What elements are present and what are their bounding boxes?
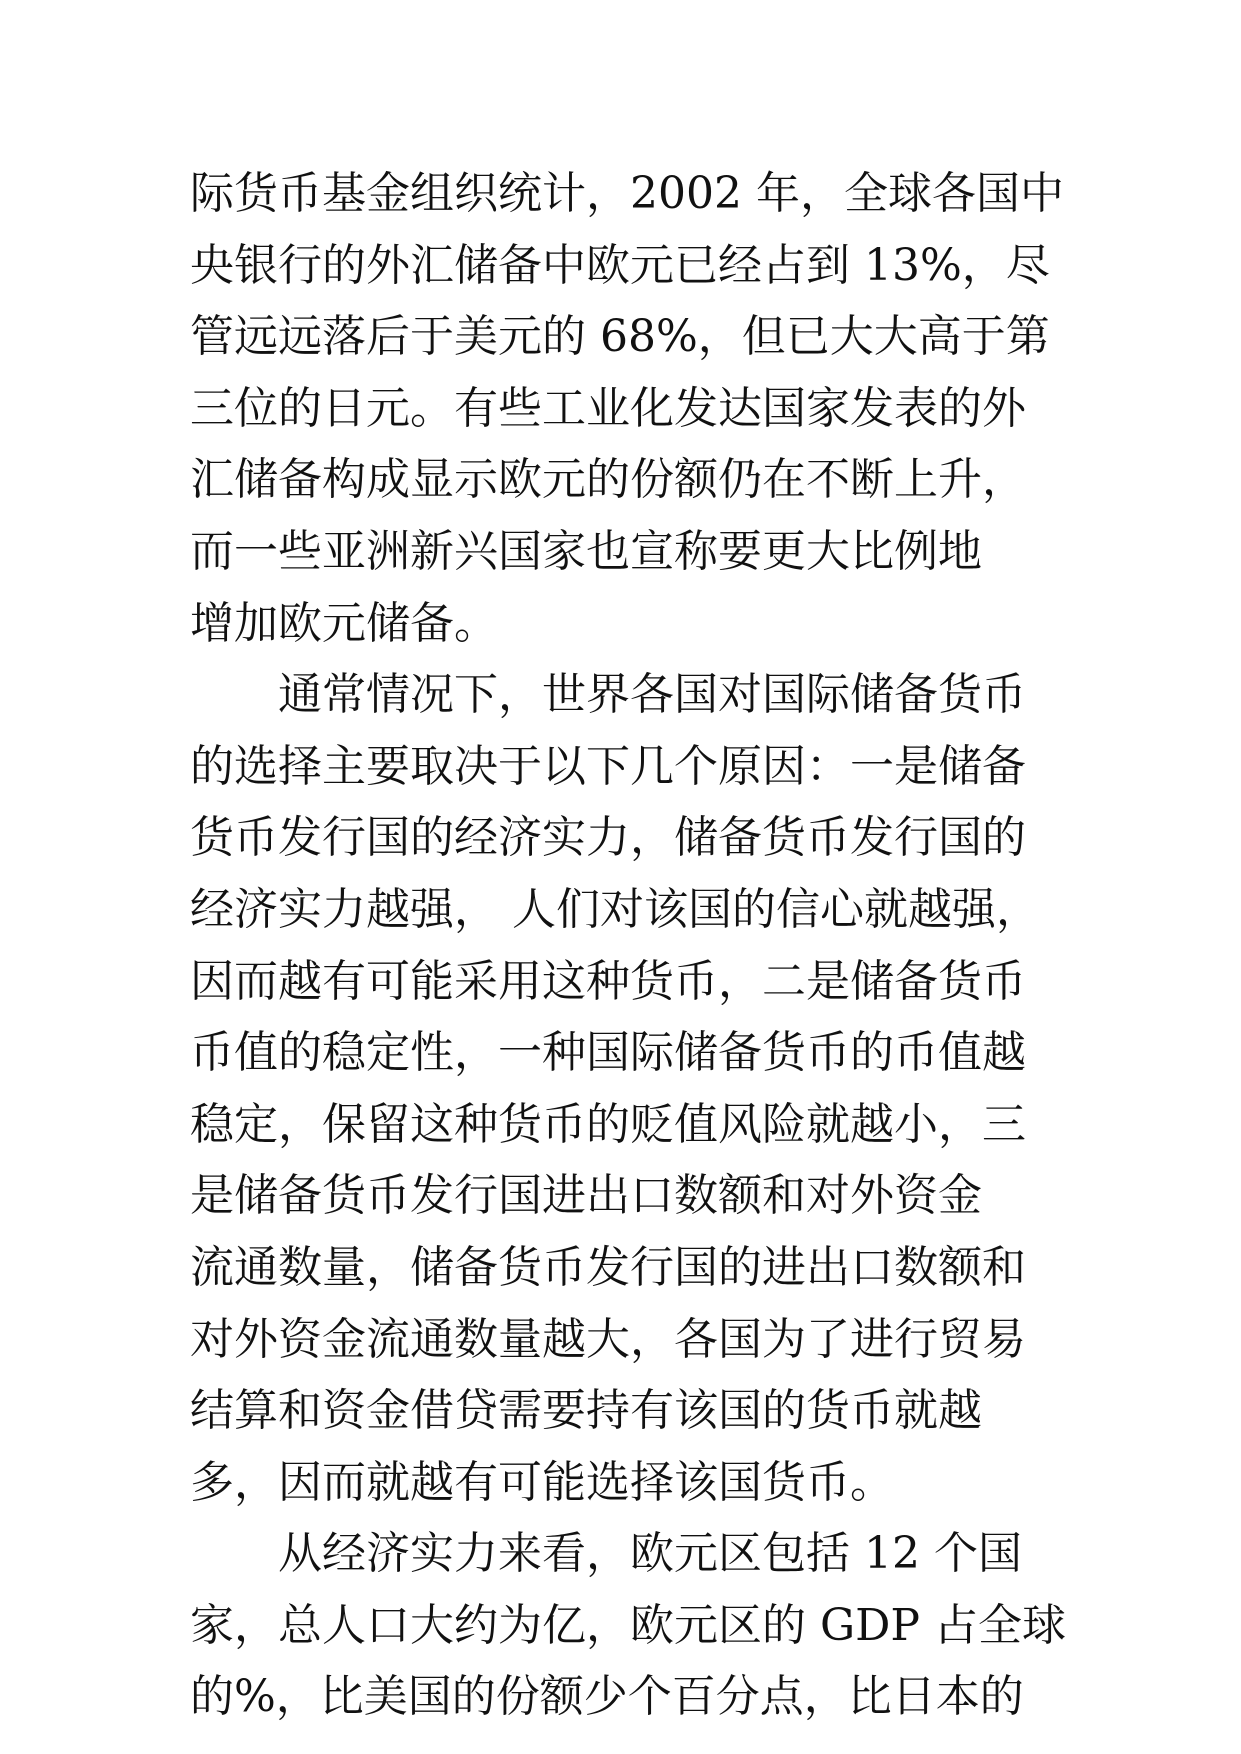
text-line: 三位的日元。有些工业化发达国家发表的外: [190, 382, 1026, 434]
text-line: 的%，比美国的份额少个百分点，比日本的: [190, 1671, 1024, 1723]
text-line: 是储备货币发行国进出口数额和对外资金: [190, 1170, 982, 1222]
text-line: 因而越有可能采用这种货币，二是储备货币: [190, 955, 1026, 1007]
text-line: 家，总人口大约为亿，欧元区的 GDP 占全球: [190, 1599, 1067, 1651]
text-line: 结算和资金借贷需要持有该国的货币就越: [190, 1385, 982, 1437]
text-line: 对外资金流通数量越大，各国为了进行贸易: [190, 1313, 1026, 1365]
text-line: 央银行的外汇储备中欧元已经占到 13%，尽: [190, 239, 1050, 291]
text-line: 的选择主要取决于以下几个原因：一是储备: [190, 740, 1026, 792]
text-line: 货币发行国的经济实力，储备货币发行国的: [190, 812, 1026, 864]
text-line: 汇储备构成显示欧元的份额仍在不断上升，: [190, 454, 1026, 506]
text-line: 经济实力越强， 人们对该国的信心就越强，: [190, 883, 1040, 935]
text-line: 而一些亚洲新兴国家也宣称要更大比例地: [190, 525, 982, 577]
text-line: 币值的稳定性，一种国际储备货币的币值越: [190, 1027, 1026, 1079]
body-text: [190, 158, 1070, 1733]
paragraph-start-line: 从经济实力来看，欧元区包括 12 个国: [278, 1528, 1022, 1580]
text-line: 管远远落后于美元的 68%，但已大大高于第: [190, 311, 1050, 363]
text-line: 际货币基金组织统计，2002 年，全球各国中: [190, 168, 1064, 219]
text-line: 增加欧元储备。: [190, 597, 498, 649]
text-line: 流通数量，储备货币发行国的进出口数额和: [190, 1241, 1026, 1293]
text-line: 多，因而就越有可能选择该国货币。: [190, 1456, 894, 1508]
paragraph-start-line: 通常情况下，世界各国对国际储备货币: [278, 669, 1026, 721]
text-line: 稳定，保留这种货币的贬值风险就越小，三: [190, 1098, 1026, 1150]
